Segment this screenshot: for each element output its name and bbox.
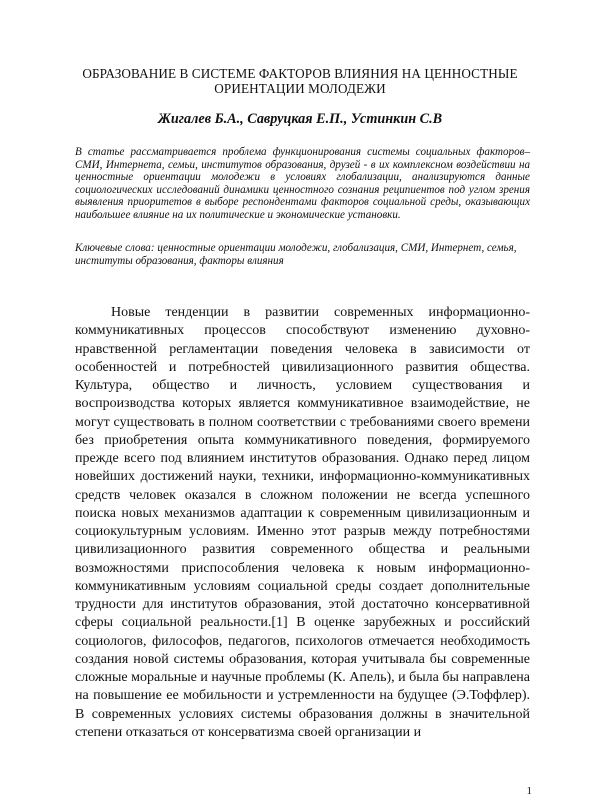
body-paragraph: Новые тенденции в развитии современных информационно-коммуникативных процессов способствуют изменению духовно-нравственной регламентации поведения человека в зависимости от особенностей и потребностей цивилизационного развития общества. Культура, общество и личность, условием существования и воспроизводства которых является коммуникативное взаимодействие, не могут существовать в полном соответствии с требованиями своего времени без приобретения опыта коммуникативного поведения, формируемого прежде всего под влиянием институтов образования. Однако перед лицом новейших достижений науки, техники, информационно-коммуникативных средств человек оказался в сложном положении не всегда успешного поиска новых механизмов адаптации к современным цивилизационным и социокультурным условиям. Именно этот разрыв между потребностями цивилизационного развития современного общества и реальными возможностями приспособления человека к новым информационно-коммуникативным условиям социальной среды создает дополнительные трудности для институтов образования, этой достаточно консервативной сферы социальной реальности.[1] В оценке зарубежных и российский социологов, философов, педагогов, психологов отмечается необходимость создания новой системы образования, которая учитывала бы современные сложные моральные и научные проблемы (К. Апель), и была бы направлена на повышение ее мобильности и устремленности на будущее (Э.Тоффлер). В современных условиях системы образования должны в значительной степени отказаться от консерватизма своей организации и: [75, 305, 530, 740]
abstract-paragraph: В статье рассматривается проблема функционирования системы социальных факторов–СМИ, Интернета, семьи, институтов образования, друзей - в их комплексном воздействии на ценностные ориентации молодежи в условиях глобализации, анализируются данные социологических исследований динамики ценностного сознания реципиентов под углом зрения выявления приоритетов в выборе респондентами факторов социальной среды, оказывающих наибольшее влияние на их политические и экономические установки.: [75, 146, 530, 221]
authors-line: Жигалев Б.А., Савруцкая Е.П., Устинкин С.В: [157, 111, 443, 127]
keywords-paragraph: Ключевые слова: ценностные ориентации молодежи, глобализация, СМИ, Интернет, семья, институты образования, факторы влияния: [75, 242, 517, 267]
document-title: ОБРАЗОВАНИЕ В СИСТЕМЕ ФАКТОРОВ ВЛИЯНИЯ НА ЦЕННОСТНЫЕ ОРИЕНТАЦИИ МОЛОДЕЖИ: [82, 66, 518, 97]
page-number: 1: [526, 785, 532, 797]
